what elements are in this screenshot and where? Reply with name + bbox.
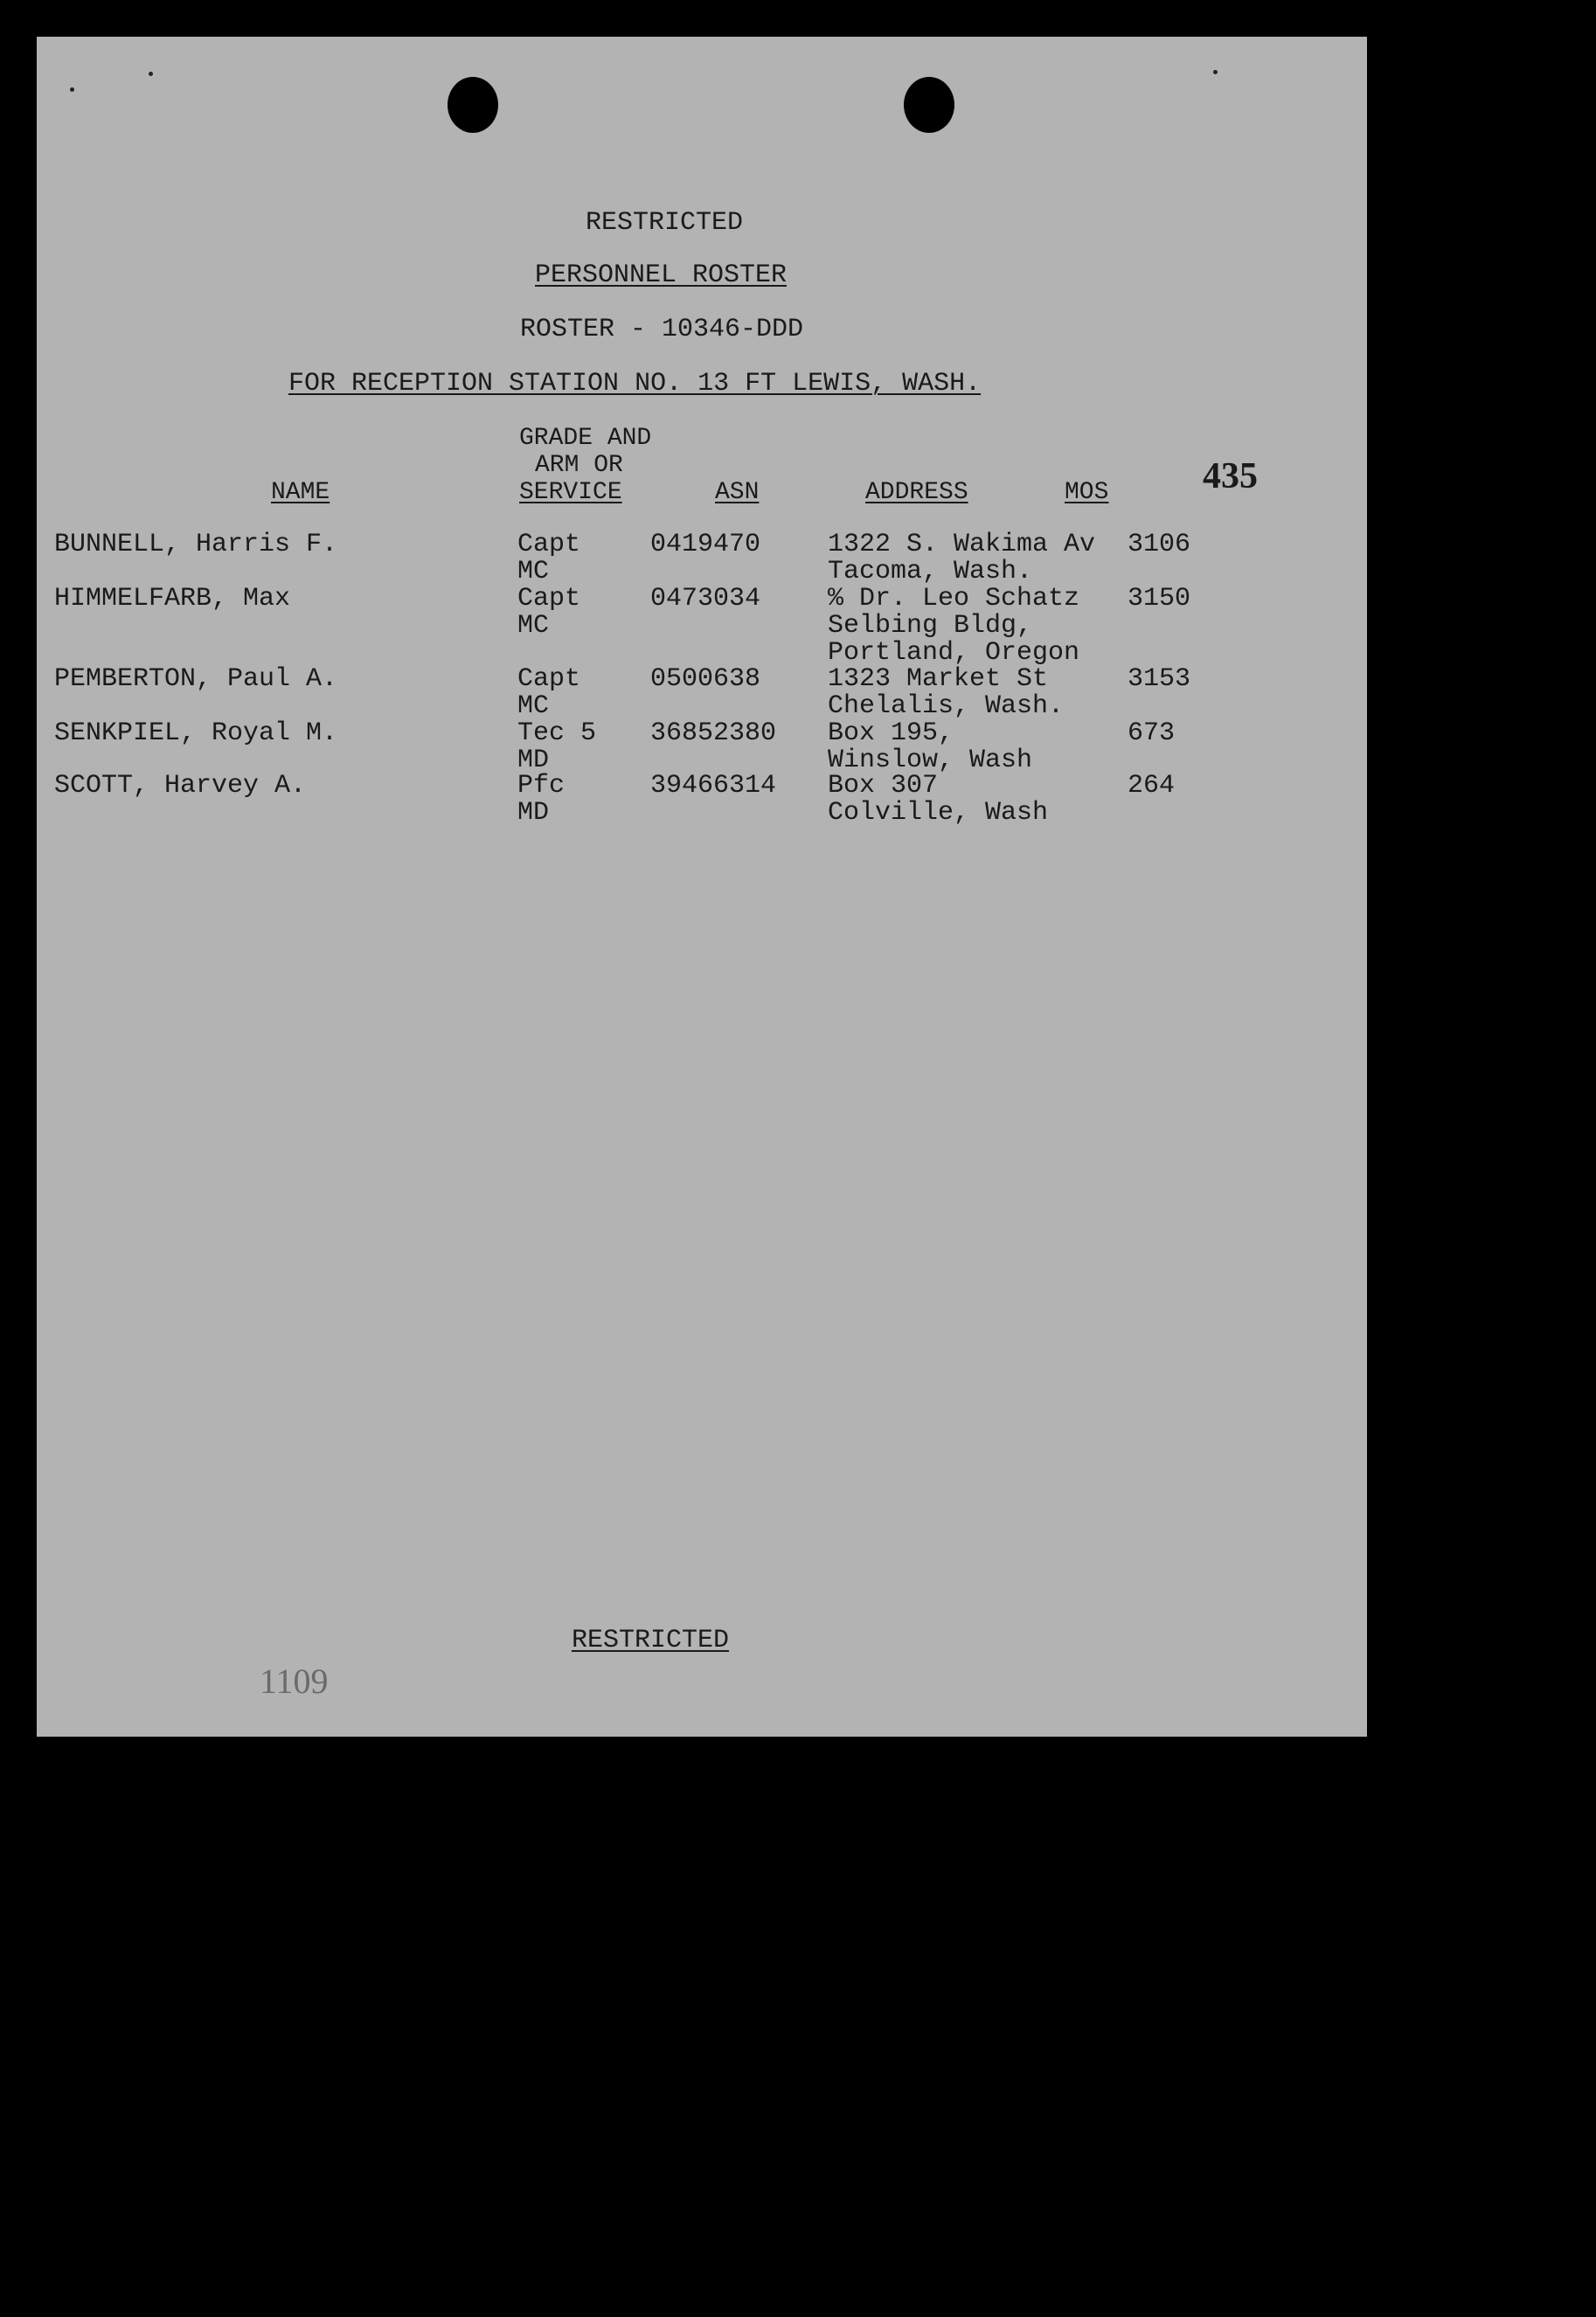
address-line: 1322 S. Wakima Av <box>828 530 1096 559</box>
grade: Pfc <box>517 771 566 801</box>
grade: Capt <box>517 664 581 694</box>
roster-number: ROSTER - 10346-DDD <box>520 315 804 344</box>
table-row <box>37 584 1367 668</box>
address-cell <box>828 531 1095 586</box>
classification-footer: RESTRICTED <box>572 1626 730 1655</box>
table-row <box>37 720 1367 774</box>
address-cell <box>828 666 1064 720</box>
document-sheet <box>37 37 1367 1737</box>
stamped-page-number: 435 <box>1203 456 1258 496</box>
paper-speck <box>1213 70 1218 74</box>
mos: 3150 <box>1128 584 1191 614</box>
grade-cell <box>517 531 580 586</box>
address-line: Colville, Wash <box>828 798 1049 828</box>
address-line: Tacoma, Wash. <box>828 557 1033 586</box>
asn: 0500638 <box>650 664 761 694</box>
address-cell <box>828 586 1079 667</box>
roster-title: PERSONNEL ROSTER <box>535 260 788 290</box>
grade-cell <box>517 586 580 640</box>
person-name: BUNNELL, Harris F. <box>54 530 338 559</box>
paper-speck <box>70 87 74 92</box>
classification-header: RESTRICTED <box>586 208 744 238</box>
arm-of-service: MD <box>517 746 550 775</box>
arm-of-service: MC <box>517 611 550 641</box>
column-header-mos: MOS <box>1065 479 1109 506</box>
person-name: SENKPIEL, Royal M. <box>54 718 338 748</box>
table-row <box>37 531 1367 586</box>
document-page-number: 1109 <box>260 1661 329 1701</box>
grade: Capt <box>517 584 581 614</box>
grade: Capt <box>517 530 581 559</box>
address-line: Winslow, Wash <box>828 746 1033 775</box>
person-name: PEMBERTON, Paul A. <box>54 664 338 694</box>
asn: 39466314 <box>650 771 777 801</box>
arm-of-service: MC <box>517 691 550 721</box>
grade-cell <box>517 773 565 827</box>
punch-hole-left <box>448 77 498 133</box>
unit-title: FOR RECEPTION STATION NO. 13 FT LEWIS, WASH. <box>288 369 982 399</box>
asn: 36852380 <box>650 718 777 748</box>
grade-cell <box>517 666 580 720</box>
address-cell <box>828 720 1032 774</box>
address-line: Box 195, <box>828 718 954 748</box>
grade-cell <box>517 720 596 774</box>
person-name: HIMMELFARB, Max <box>54 584 291 614</box>
grade-header-line: GRADE AND <box>519 425 652 452</box>
mos: 3106 <box>1128 530 1191 559</box>
column-header-name: NAME <box>271 479 330 506</box>
paper-speck <box>149 72 153 76</box>
asn: 0473034 <box>650 584 761 614</box>
mos: 673 <box>1128 718 1176 748</box>
address-line: Box 307 <box>828 771 939 801</box>
address-line: Selbing Bldg, <box>828 611 1033 641</box>
grade-header-line: SERVICE <box>519 479 622 506</box>
arm-of-service: MC <box>517 557 550 586</box>
mos: 3153 <box>1128 664 1191 694</box>
punch-hole-right <box>904 77 954 133</box>
address-line: % Dr. Leo Schatz <box>828 584 1080 614</box>
table-row <box>37 773 1367 827</box>
address-line: Chelalis, Wash. <box>828 691 1065 721</box>
asn: 0419470 <box>650 530 761 559</box>
arm-of-service: MD <box>517 798 550 828</box>
column-header-asn: ASN <box>715 479 760 506</box>
address-line: Portland, Oregon <box>828 638 1080 668</box>
address-cell <box>828 773 1048 827</box>
address-line: 1323 Market St <box>828 664 1049 694</box>
table-row <box>37 666 1367 720</box>
grade: Tec 5 <box>517 718 597 748</box>
column-header-address: ADDRESS <box>865 479 968 506</box>
grade-header-line: ARM OR <box>535 452 623 479</box>
person-name: SCOTT, Harvey A. <box>54 771 307 801</box>
column-header-grade <box>519 425 651 506</box>
mos: 264 <box>1128 771 1176 801</box>
